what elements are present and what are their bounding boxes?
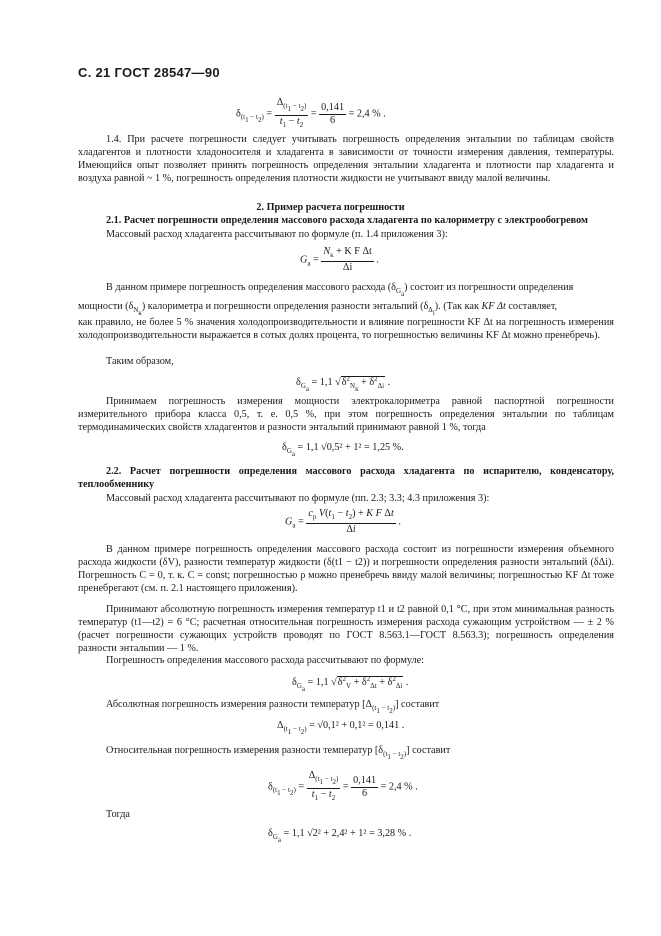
section-2-title: 2. Пример расчета погрешности <box>256 202 405 213</box>
paragraph-2-1-error-components-line2: мощности $(\delta_{N_к})$ калориметра и погрешности определения разности энтальпий $(\delta_{\Delta_i})$. (Так как KF Δt составляет, <box>78 301 558 317</box>
paragraph-2-1-formula-intro: Массовый расход хладагента рассчитывают по формуле (п. 1.4 приложения 3): <box>106 229 448 240</box>
paragraph-2-1-error-components-line1: В данном примере погрешность определения массового расхода $(\delta_{G_a})$ состоит из погрешности определения <box>106 282 574 298</box>
formula-relative-temperature-error-top: $\delta_{(t_1 - t_2)}$ = $\frac{\Delta_{(t_1 - t_2)}}{t_1 - t_2}$ = $\frac{0,141}{6}$ = 2,4 % . <box>236 97 386 129</box>
paragraph-thus: Таким образом, <box>106 356 174 367</box>
formula-absolute-temperature-error: $\Delta_{(t_1 - t_2)} = √0,1^2 + 0,1^2 = 0,141$ . <box>277 720 405 736</box>
subsection-2-2-title: 2.2. Расчет погрешности определения массового расхода хладагента по испарителю, конденсатору, теплообменнику <box>78 466 614 490</box>
paragraph-then: Тогда <box>106 809 130 820</box>
formula-relative-temperature-error: $\delta_{(t_1 - t_2)}$ = $\frac{\Delta_{(t_1 - t_2)}}{t_1 - t_2}$ = $\frac{0,141}{6}$ = 2,4 % . <box>268 770 418 802</box>
paragraph-2-2-formula-lead: Погрешность определения массового расхода рассчитывают по формуле: <box>106 655 424 666</box>
page-header: С. 21 ГОСТ 28547—90 <box>78 65 220 80</box>
formula-mass-flow-error-evaporator: $\delta_{G_a} = 1,1$ $√\delta^2_V + \delta^2_{\Delta t} + \delta^2_{\Delta i}$ . <box>292 675 409 693</box>
formula-mass-flow-calorimeter: $G_a$ = $\frac{N_к + K F \Delta t}{\Delta i}$ . <box>300 246 379 273</box>
paragraph-2-2-temperature-errors: Принимают абсолютную погрешность измерения температур t1 и t2 равной 0,1 °С, при этом минимальная разность температур (t1—t2) = 6 °С; расчетная относительная погрешность измерения расхода сужающим устройством — ± 2 % (расчет погрешности сужающих устройств проводят по ГОСТ 8.563.1—ГОСТ 8.563.3); погрешность определения разности энтальпии — 1 %. <box>78 604 614 654</box>
paragraph-2-1-error-components-rest: как правило, не более 5 % значения холодопроизводительности и влияние погрешности KF Δt на погрешность измерения холодопроизводительности выражается в сотых долях процента, то погрешностью величины KF Δt можно пренебречь). <box>78 317 614 341</box>
paragraph-relative-temperature-error: Относительная погрешность измерения разности температур $[\delta_{(t_1 - t_2)}]$ составит <box>106 745 451 761</box>
subsection-2-1-title: 2.1. Расчет погрешности определения массового расхода хладагента по калориметру с электрообогревом <box>106 215 588 226</box>
formula-mass-flow-error-calorimeter: $\delta_{G_a} = 1,1$ $√\delta^2_{N_к} + \delta^2_{\Delta i}$ . <box>296 375 391 393</box>
paragraph-2-1-accepted-errors: Принимаем погрешность измерения мощности электрокалориметра равной паспортной погрешности измерительного прибора класса 0,5, т. е. 0,5 %, при этом погрешность определения энтальпии по таблицам термодинамических свойств хладагентов и разности энтальпий принимают равной 1 %, тогда <box>78 396 614 433</box>
formula-mass-flow-evaporator: $G_a$ = $\frac{c_p V(t_1 - t_2) + K F \Delta t}{\Delta i}$ . <box>285 508 401 535</box>
formula-mass-flow-error-result-2-1: $\delta_{G_a} = 1,1$ √0,5² + 1² = 1,25 %. <box>282 442 404 458</box>
paragraph-2-2-formula-intro: Массовый расход хладагента рассчитывают по формуле (пп. 2.3; 3.3; 4.3 приложения 3): <box>106 493 490 504</box>
paragraph-absolute-temperature-error: Абсолютная погрешность измерения разности температур $[\Delta_{(t_1 - t_2)}]$ составит <box>106 699 440 715</box>
paragraph-2-2-error-components: В данном примере погрешность определения массового расхода состоит из погрешности измерения объемного расхода жидкости (δV), разности температур жидкости (δ(t1 − t2)) и погрешности определения разности энтальпий (δΔi). Погрешность C = 0, т. к. C = const; погрешностью ρ можно пренебречь ввиду малой величины; погрешностью KF Δt тоже пренебрегают (см. п. 2.1 настоящего приложения). <box>78 544 614 594</box>
paragraph-1-4: 1.4. При расчете погрешности следует учитывать погрешность определения энтальпии по таблицам свойств хладагентов и плотности хладоносителя и хладагента в зависимости от точности измерения давления, температуры. Имеющийся опыт позволяет принять погрешность определения энтальпии хладагента и плотности пар хладагента и воздуха равной ~ 1 %, погрешность определения плотности жидкости не учитывают ввиду малой величины. <box>78 134 614 184</box>
formula-mass-flow-error-final: $\delta_{G_a} = 1,1$ √2² + 2,4² + 1² = 3,28 % . <box>268 828 412 844</box>
